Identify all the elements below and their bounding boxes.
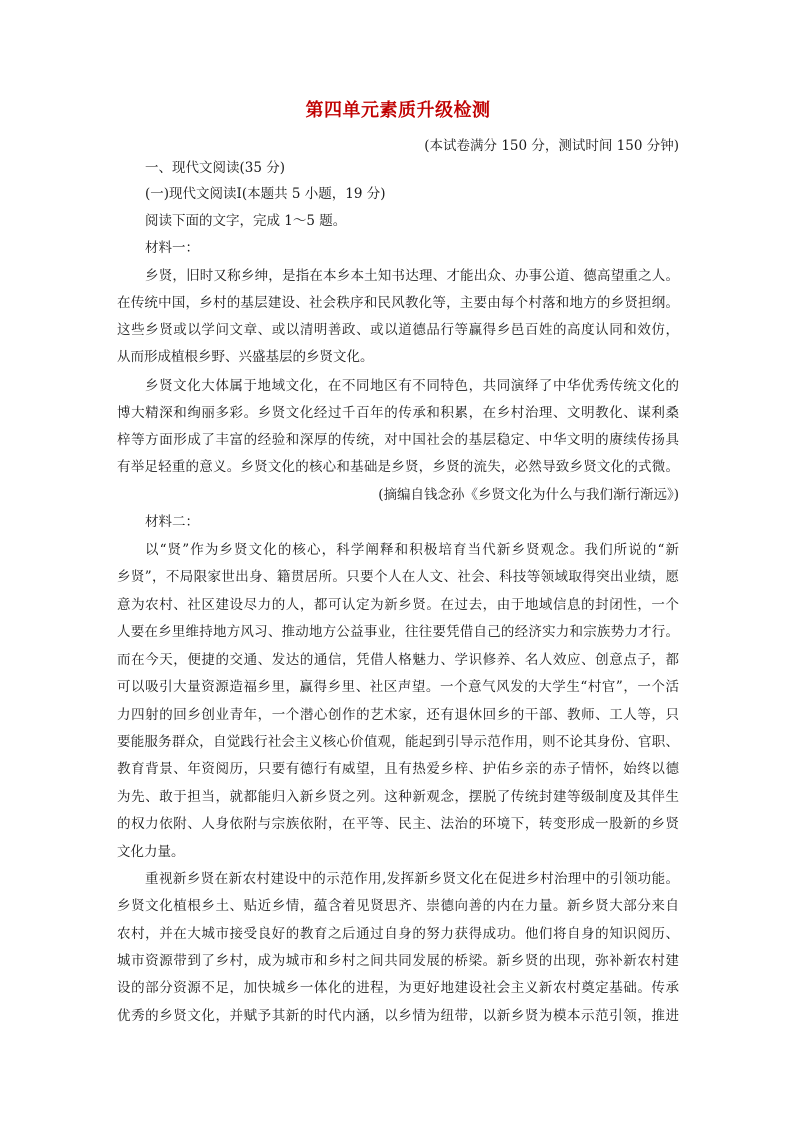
text-line: 设的部分资源不足，加快城乡一体化的进程，为更好地建设社会主义新农村奠定基础。传承 [117,980,680,996]
text-line: 教育背景、年资阅历，只要有德行有威望，且有热爱乡梓、护佑乡亲的赤子情怀，始终以德 [117,761,680,777]
material-label: 材料一： [145,240,199,256]
text-line: 乡贤文化大体属于地域文化，在不同地区有不同特色，共同演绎了中华优秀传统文化的 [145,378,680,394]
text-line: 优秀的乡贤文化，并赋予其新的时代内涵，以乡情为纽带，以新乡贤为模本示范引领，推进 [117,1008,680,1024]
text-line: 的权力依附、人身依附与宗族依附，在平等、民主、法治的环境下，转变形成一股新的乡贤 [117,816,680,832]
text-line: 这些乡贤或以学问文章、或以清明善政、或以道德品行等赢得乡邑百姓的高度认同和效仿， [117,322,680,338]
exam-note: (本试卷满分 150 分，测试时间 150 分钟) [424,138,679,154]
text-line: 有举足轻重的意义。乡贤文化的核心和基础是乡贤，乡贤的流失，必然导致乡贤文化的式微。 [117,459,680,475]
document-title: 第四单元素质升级检测 [305,100,491,121]
text-line: 以“贤”作为乡贤文化的核心，科学阐释和积极培育当代新乡贤观念。我们所说的“新 [145,542,681,558]
material-label: 材料二： [145,514,199,530]
text-line: 可以吸引大量资源造福乡里，赢得乡里、社区声望。一个意气风发的大学生“村官”，一个活 [117,679,680,695]
text-line: 意为农村、社区建设尽力的人，都可认定为新乡贤。在过去，由于地域信息的封闭性，一个 [117,597,680,613]
section-heading: 一、现代文阅读(35 分) [145,160,286,176]
text-line: 梓等方面形成了丰富的经验和深厚的传统，对中国社会的基层稳定、中华文明的赓续传扬具 [117,432,680,448]
text-line: 乡贤文化植根乡土、贴近乡情，蕴含着见贤思齐、崇德向善的内在力量。新乡贤大部分来自 [117,898,680,914]
text-line: 博大精深和绚丽多彩。乡贤文化经过千百年的传承和积累，在乡村治理、文明教化、谋利桑 [117,405,680,421]
text-line: 为先、敢于担当，就都能归入新乡贤之列。这种新观念，摆脱了传统封建等级制度及其伴生 [117,789,680,805]
text-line: 人要在乡里维持地方风习、推动地方公益事业，往往要凭借自己的经济实力和宗族势力才行。 [117,624,680,640]
text-line: 从而形成植根乡野、兴盛基层的乡贤文化。 [117,349,374,365]
text-line: 重视新乡贤在新农村建设中的示范作用,发挥新乡贤文化在促进乡村治理中的引领功能。 [145,871,680,887]
text-line: 而在今天，便捷的交通、发达的通信，凭借人格魅力、学识修养、名人效应、创意点子，都 [117,652,680,668]
instruction-text: 阅读下面的文字，完成 1～5 题。 [145,213,347,229]
subsection-heading: (一)现代文阅读Ⅰ(本题共 5 小题，19 分) [145,186,386,202]
source-citation: (摘编自钱念孙《乡贤文化为什么与我们渐行渐远》) [378,487,679,503]
text-line: 文化力量。 [117,844,185,860]
text-line: 乡贤，旧时又称乡绅，是指在本乡本土知书达理、才能出众、办事公道、德高望重之人。 [145,268,680,284]
text-line: 乡贤”，不局限家世出身、籍贯居所。只要个人在人文、社会、科技等领域取得突出业绩，愿 [117,569,680,585]
text-line: 力四射的回乡创业青年，一个潜心创作的艺术家，还有退休回乡的干部、教师、工人等，只 [117,707,680,723]
text-line: 在传统中国，乡村的基层建设、社会秩序和民风教化等，主要由每个村落和地方的乡贤担纲。 [117,295,680,311]
text-line: 要能服务群众，自觉践行社会主义核心价值观，能起到引导示范作用，则不论其身份、官职、 [117,734,680,750]
text-line: 农村，并在大城市接受良好的教育之后通过自身的努力获得成功。他们将自身的知识阅历、 [117,926,680,942]
text-line: 城市资源带到了乡村，成为城市和乡村之间共同发展的桥梁。新乡贤的出现，弥补新农村建 [117,953,680,969]
